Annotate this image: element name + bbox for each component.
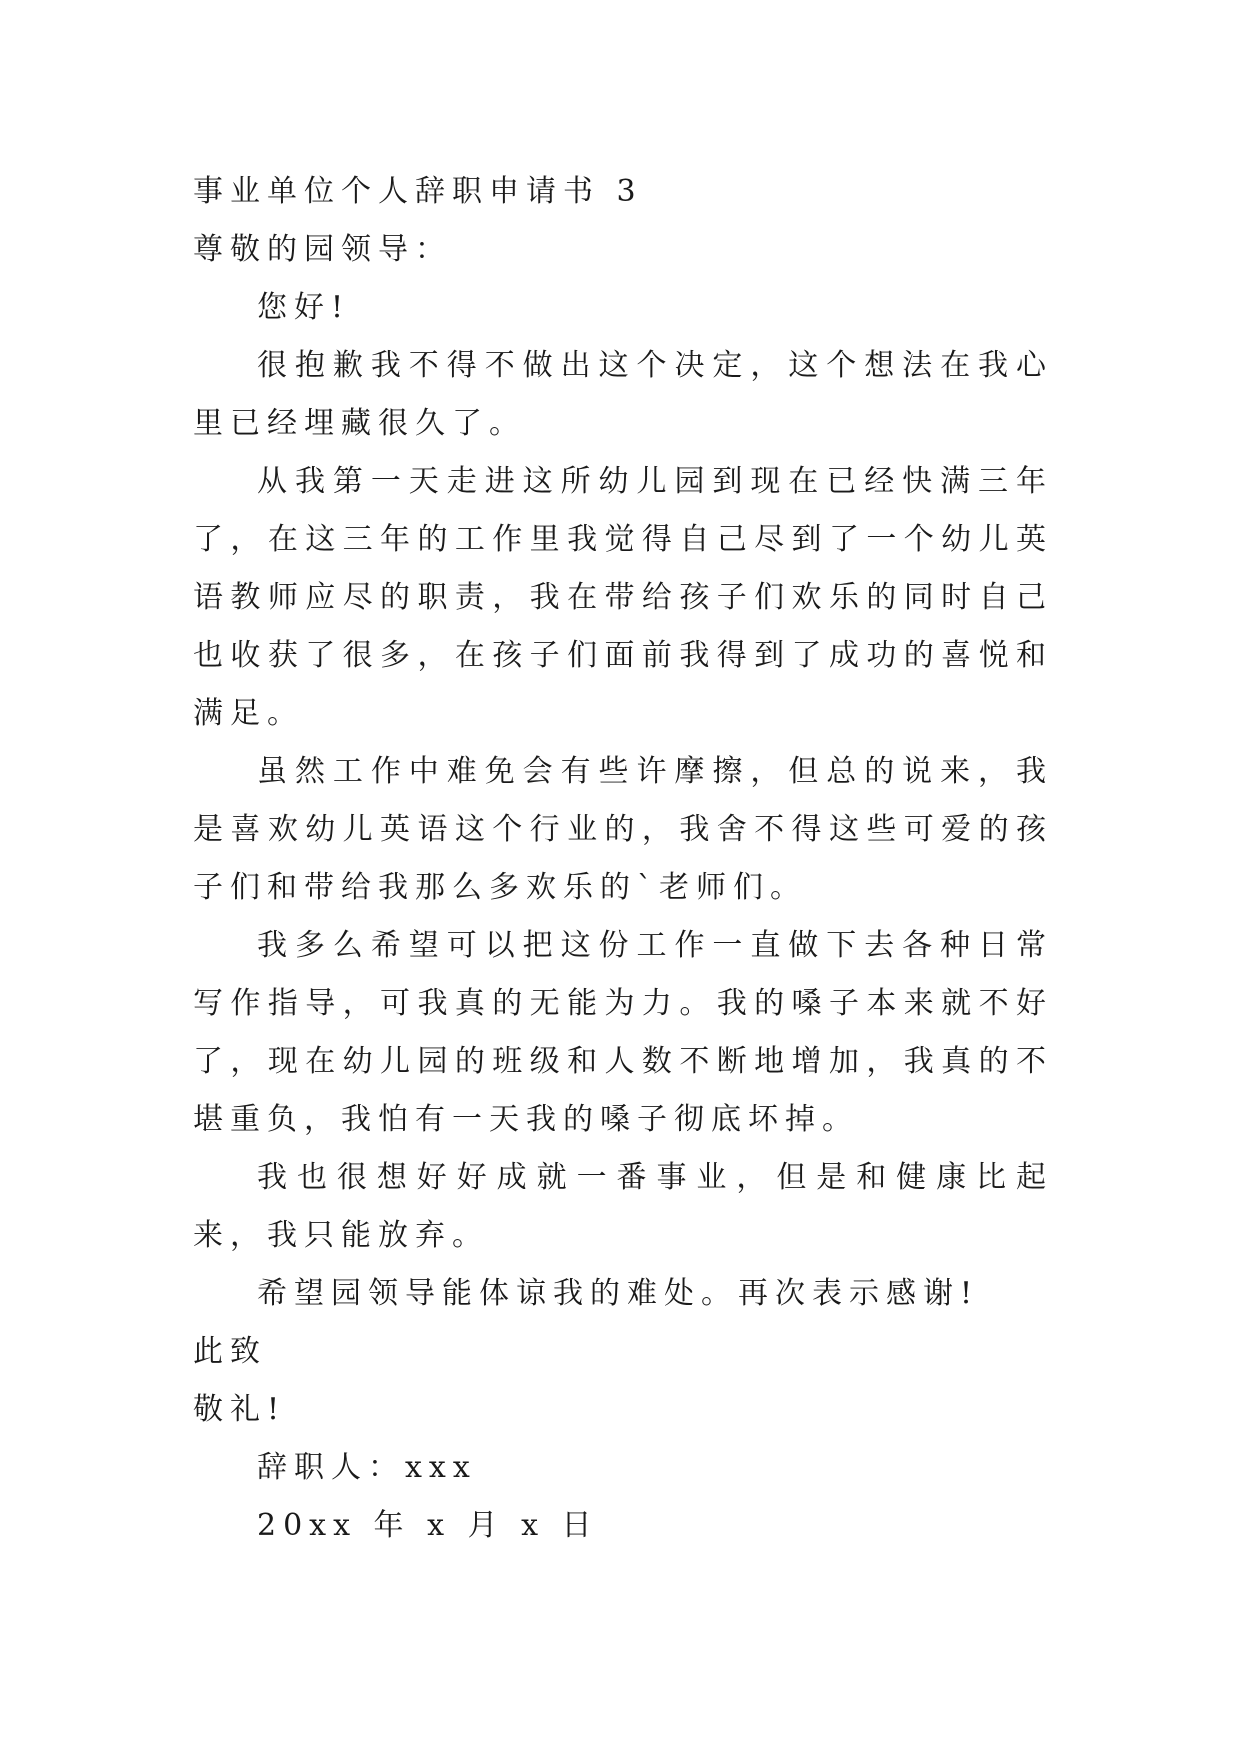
greeting: 您好! [257,290,351,325]
salutation: 尊敬的园领导： [193,232,452,267]
paragraph-6: 希望园领导能体谅我的难处。再次表示感谢! [257,1276,980,1311]
document-title: 事业单位个人辞职申请书 3 [193,174,643,209]
closing-line-2: 敬礼! [193,1392,287,1427]
date: 20xx 年 x 月 x 日 [257,1508,599,1543]
paragraph-5: 我也很想好好成就一番事业，但是和健康比起来，我只能放弃。 [193,1160,1053,1253]
closing-line-1: 此致 [193,1334,267,1369]
paragraph-3: 虽然工作中难免会有些许摩擦，但总的说来，我是喜欢幼儿英语这个行业的，我舍不得这些可爱的孩子们和带给我那么多欢乐的`老师们。 [193,754,1053,905]
paragraph-1: 很抱歉我不得不做出这个决定，这个想法在我心里已经埋藏很久了。 [193,348,1053,441]
document-page [193,163,1053,1555]
paragraph-4: 我多么希望可以把这份工作一直做下去各种日常写作指导，可我真的无能为力。我的嗓子本来就不好了，现在幼儿园的班级和人数不断地增加，我真的不堪重负，我怕有一天我的嗓子彻底坏掉。 [193,928,1053,1137]
paragraph-2: 从我第一天走进这所幼儿园到现在已经快满三年了，在这三年的工作里我觉得自己尽到了一个幼儿英语教师应尽的职责，我在带给孩子们欢乐的同时自己也收获了很多，在孩子们面前我得到了成功的喜悦和满足。 [193,464,1053,731]
signature: 辞职人：xxx [257,1450,477,1485]
